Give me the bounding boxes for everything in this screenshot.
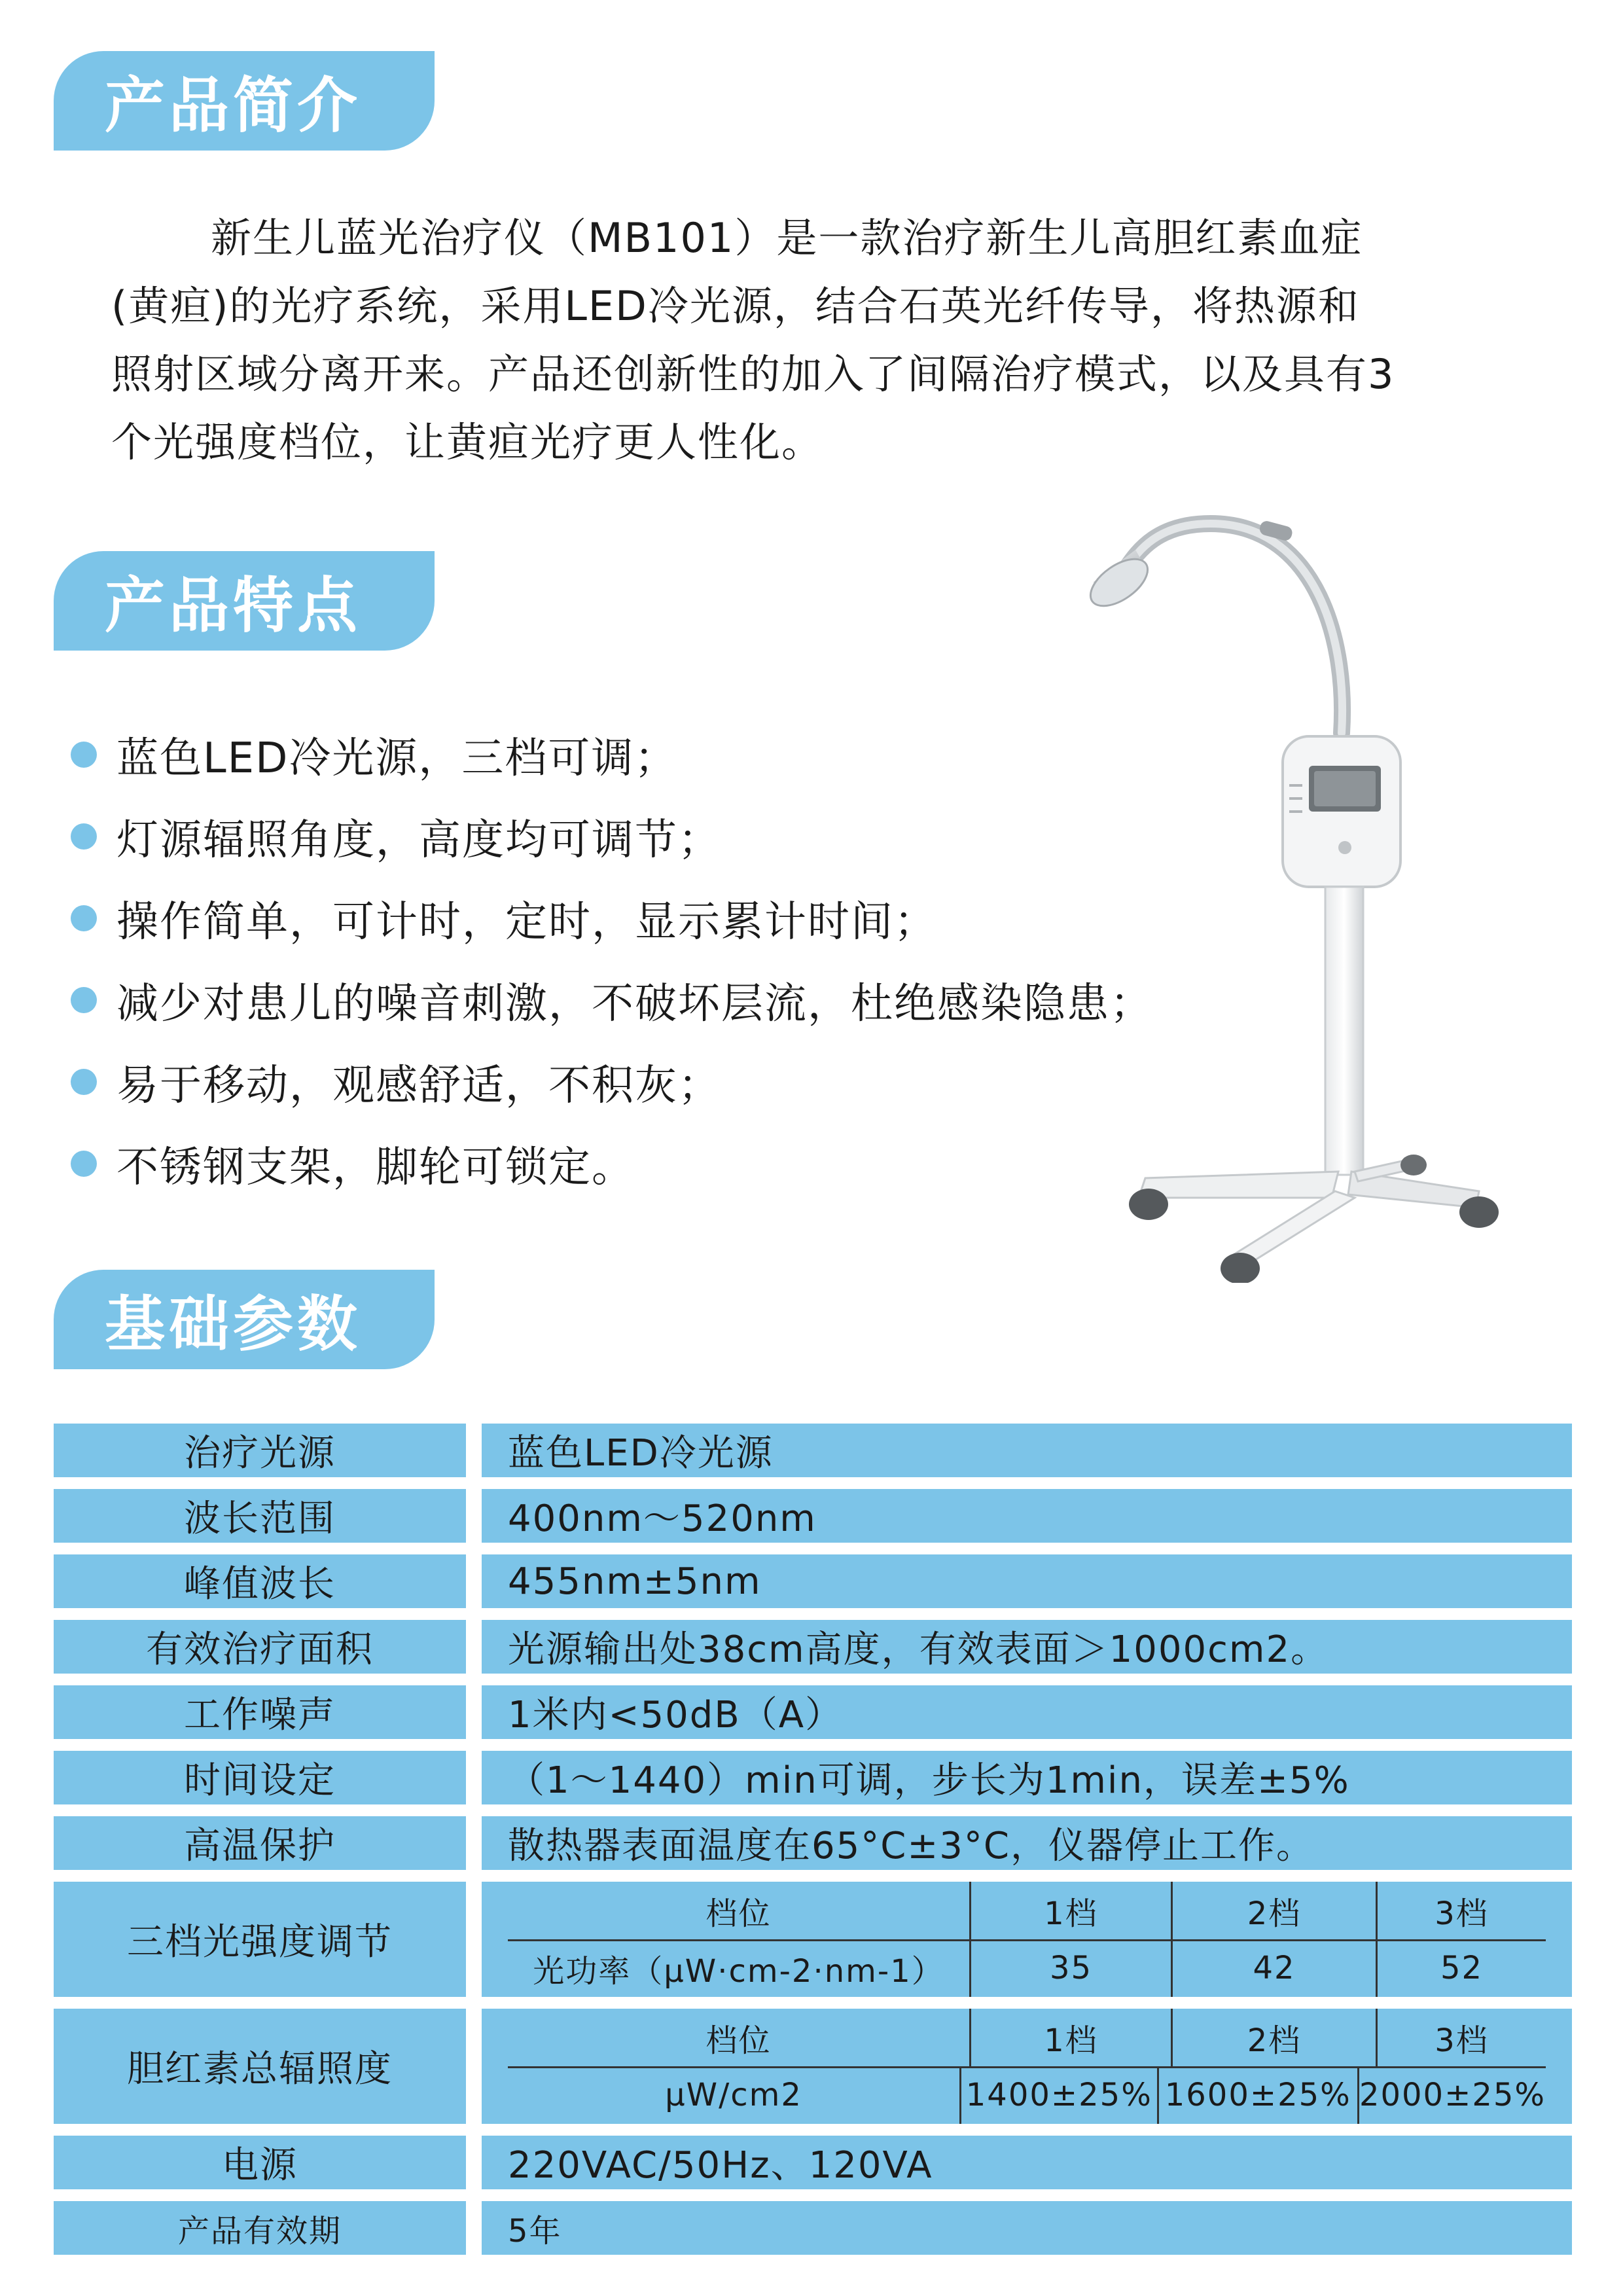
- param-value: 220VAC/50Hz、120VA: [482, 2136, 1572, 2189]
- param-label: 高温保护: [54, 1816, 466, 1870]
- section-title-params: [54, 1270, 435, 1369]
- bullet-dot-icon: [71, 1069, 97, 1095]
- feature-item: [71, 795, 1153, 877]
- params-table: [54, 1424, 1572, 2267]
- param-value: 400nm～520nm: [482, 1489, 1572, 1543]
- subtable-value: 1400±25%: [959, 2066, 1157, 2124]
- intro-line-1: 新生儿蓝光治疗仪（MB101）是一款治疗新生儿高胆红素血症: [211, 214, 1363, 262]
- subtable-value: 光功率（μW·cm-2·nm-1）: [533, 1952, 944, 1990]
- table-row: [54, 2136, 1572, 2189]
- subtable-value-row: [508, 1939, 1546, 1997]
- section-title-intro-text: 产品简介: [105, 71, 362, 141]
- param-label: 峰值波长: [54, 1554, 466, 1608]
- bilirubin-subtable: [482, 2009, 1572, 2124]
- feature-text: 操作简单，可计时，定时，显示累计时间；: [116, 897, 937, 946]
- param-label: 时间设定: [54, 1751, 466, 1804]
- bullet-dot-icon: [71, 1151, 97, 1177]
- param-label: 胆红素总辐照度: [54, 2009, 466, 2124]
- bullet-dot-icon: [71, 987, 97, 1013]
- table-row: [54, 1424, 1572, 1477]
- table-row: [54, 1816, 1572, 1870]
- subtable-header: 2档: [1171, 2009, 1376, 2066]
- bullet-dot-icon: [71, 823, 97, 850]
- section-title-features: [54, 551, 435, 651]
- subtable-value: 1600±25%: [1157, 2066, 1357, 2124]
- subtable-header-row: [508, 2009, 1546, 2068]
- param-label: 波长范围: [54, 1489, 466, 1543]
- table-row: [54, 1685, 1572, 1739]
- param-value: 5年: [482, 2201, 1572, 2255]
- param-label: 电源: [54, 2136, 466, 2189]
- feature-item: [71, 959, 1153, 1041]
- feature-text: 减少对患儿的噪音刺激，不破坏层流，杜绝感染隐患；: [116, 979, 1153, 1028]
- param-value: 455nm±5nm: [482, 1554, 1572, 1608]
- table-row: [54, 2201, 1572, 2255]
- subtable-header-row: [508, 1882, 1546, 1941]
- table-row: [54, 1751, 1572, 1804]
- feature-item: [71, 877, 1153, 959]
- subtable-header: 档位: [705, 1895, 772, 1932]
- section-title-features-text: 产品特点: [105, 571, 362, 641]
- intro-line-2: (黄疸)的光疗系统，采用LED冷光源，结合石英光纤传导，将热源和: [111, 282, 1360, 330]
- feature-text: 灯源辐照角度，高度均可调节；: [116, 816, 721, 865]
- subtable-header: 1档: [969, 2009, 1171, 2066]
- feature-item: [71, 1122, 1153, 1204]
- phototherapy-device-image: [1073, 511, 1531, 1283]
- table-row: [54, 1620, 1572, 1674]
- feature-text: 蓝色LED冷光源，三档可调；: [116, 734, 678, 783]
- table-row: [54, 1554, 1572, 1608]
- param-value: 光源输出处38cm高度，有效表面＞1000cm2。: [482, 1620, 1572, 1674]
- bullet-dot-icon: [71, 742, 97, 768]
- bullet-dot-icon: [71, 905, 97, 931]
- param-value: （1～1440）min可调，步长为1min，误差±5%: [482, 1751, 1572, 1804]
- section-title-params-text: 基础参数: [105, 1289, 362, 1359]
- param-label: 三档光强度调节: [54, 1882, 466, 1997]
- subtable-value: μW/cm2: [665, 2077, 802, 2113]
- param-value: 1米内<50dB（A）: [482, 1685, 1572, 1739]
- table-row: [54, 1489, 1572, 1543]
- feature-item: [71, 713, 1153, 795]
- feature-item: [71, 1041, 1153, 1122]
- subtable-value-row: [508, 2066, 1546, 2124]
- intensity-subtable: [482, 1882, 1572, 1997]
- section-title-intro: [54, 51, 435, 151]
- subtable-value: 2000±25%: [1357, 2066, 1546, 2124]
- table-row-intensity: [54, 1882, 1572, 1997]
- table-row-bilirubin: [54, 2009, 1572, 2124]
- param-label: 治疗光源: [54, 1424, 466, 1477]
- subtable-header: 1档: [969, 1882, 1171, 1939]
- subtable-header: 3档: [1376, 1882, 1546, 1939]
- feature-text: 不锈钢支架，脚轮可锁定。: [116, 1143, 635, 1192]
- intro-line-4: 个光强度档位，让黄疸光疗更人性化。: [111, 418, 824, 466]
- param-label: 工作噪声: [54, 1685, 466, 1739]
- subtable-value: 42: [1171, 1939, 1376, 1997]
- subtable-header: 2档: [1171, 1882, 1376, 1939]
- param-value: 蓝色LED冷光源: [482, 1424, 1572, 1477]
- feature-text: 易于移动，观感舒适，不积灰；: [116, 1061, 721, 1110]
- intro-paragraph: [111, 204, 1577, 476]
- subtable-value: 52: [1376, 1939, 1546, 1997]
- intro-line-3: 照射区域分离开来。产品还创新性的加入了间隔治疗模式，以及具有3: [111, 350, 1395, 398]
- param-value: 散热器表面温度在65°C±3°C，仪器停止工作。: [482, 1816, 1572, 1870]
- subtable-value: 35: [969, 1939, 1171, 1997]
- param-label: 有效治疗面积: [54, 1620, 466, 1674]
- param-label: 产品有效期: [54, 2201, 466, 2255]
- subtable-header: 档位: [705, 2022, 772, 2059]
- feature-list: [71, 713, 1153, 1204]
- subtable-header: 3档: [1376, 2009, 1546, 2066]
